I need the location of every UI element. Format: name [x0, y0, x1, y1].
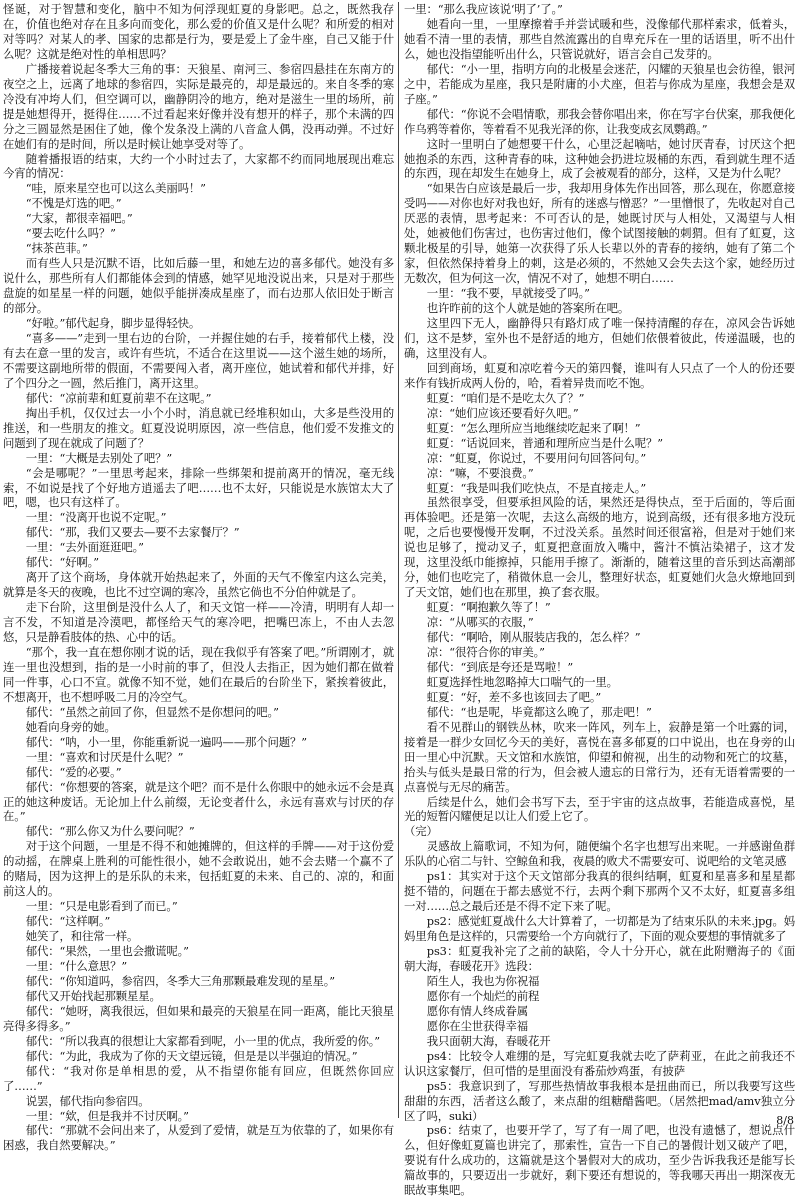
paragraph: 郁代：“你想要的答案，就是这个吧？而不是什么你眼中的她永远不会是真正的她这种废话。无论加上什么前缀，无论变者什么，永远有喜欢与讨厌的存在。”	[3, 779, 394, 824]
paragraph: 郁代：“她呀，离我很远，但如果和最亮的天狼星在同一距离，能比天狼星亮得多得多。”	[3, 1003, 394, 1033]
paragraph: “要去吃什么吗？”	[25, 226, 116, 241]
paragraph: 郁代：“呐，小一里，你能重新说一遍吗——那个问题？”	[25, 734, 307, 749]
paragraph: ps6：结束了，也要开学了，写了有一周了吧，也没有遗憾了，想说点什么，但好像虹夏篇也讲完了，那索性，宣告一下自己的暑假计划又破产了吧，要说有什么成功的，这篇就是这个暑假对大的成功，至少告诉我我还是能写长篇故事的，只要迈出一步就好，剩下要还有想说的，等我哪天再出一期深夜无眠故事集吧。	[404, 1123, 795, 1198]
paragraph: 郁代：“那么你又为什么要问呢？”	[25, 824, 195, 839]
paragraph: 凉：“她们应该还要看好久吧。”	[426, 405, 579, 420]
paragraph: 一里：“大概是去别处了吧？”	[25, 450, 173, 465]
paragraph: 陌生人，我也为你祝福	[426, 973, 540, 988]
paragraph: 郁代：“那就不会问出来了，从爱到了爱情，就是互为依靠的了，如果你有困惑，我自然要解决。”	[3, 1123, 394, 1153]
paragraph: 凉：“从哪买的衣服，”	[426, 615, 534, 630]
page-number: 8/8	[776, 1114, 794, 1127]
paragraph: 郁代：“你知道吗，参宿四，冬季大三角那颗最难发现的星星。”	[25, 973, 335, 988]
paragraph: 愿你在尘世获得幸福	[426, 1018, 528, 1033]
paragraph: 郁代：“虽然之前回了你，但显然不是你想问的吧。”	[25, 704, 279, 719]
paragraph: “会是哪呢？”一里思考起来，排除一些绑架和提前离开的情况，毫无线索，不如说是找了个好地方逍遥去了吧……也不太好，只能说是水族馆太大了吧，嗯，也只有这样了。	[3, 465, 394, 510]
paragraph: ps3：虹夏我补完了之前的缺陷，令人十分开心，就在此附赠海子的《面朝大海，春暖花开》选段：	[404, 944, 795, 973]
paragraph: 怪诞，对于智慧和变化，脑中不知为何浮现虹夏的身影吧。总之，既然我存在，价值也绝对存在且多向而变化，那么爱的价值又是什么呢？和所爱的相对对等吗？对某人的孝、国家的忠都是行为，要是爱上了金牛座，自己又能于什么呢？这就是绝对性的单相思吗？	[3, 2, 394, 61]
paragraph: 郁代：“为此，我成为了你的天文望远镜，但是是以半强迫的情况。”	[25, 1048, 358, 1063]
paragraph: 这里四下无人，幽静得只有路灯成了唯一保持清醒的存在，凉风会告诉她们，这不是梦，室外也不是舒适的地方，但她们依偎着彼此，传递温暖，也的确，这里没有人。	[404, 316, 795, 360]
paragraph: 这时一里明白了她想要干什么，心里泛起嘀咕，她讨厌青春，讨厌这个把她抱杀的东西，这种青春的味，这种她会扔进垃圾桶的东西，看到就生理不适的东西，现在却发生在她身上，成了会被观看的部分，这样，又是为什么呢？	[404, 136, 795, 181]
paragraph: 离开了这个商场，身体就开始热起来了，外面的天气不像室内这么完美，就算是冬天的夜晚，也比不过空调的寒冷，虽然它倘也不分伯仲就是了。	[3, 570, 394, 600]
paragraph: 对于这个问题，一里是不得不和她摊牌的，但这样的手牌——对于这份爱的动摇，在牌桌上胜利的可能性很小，她不会敢说出，她不会去赌一个赢不了的赌局，因为这押上的是乐队的未来，包括虹夏的未来、自己的、凉的，和面前这人的。	[3, 839, 394, 899]
paragraph: 愿你有一个灿烂的前程	[426, 988, 540, 1003]
paragraph: 虹夏：“好，差不多也该回去了吧。”	[426, 689, 602, 704]
paragraph: “那个，我一直在想你刚才说的话，现在我似乎有答案了吧。”所谓刚才，就连一里也没想到，指的是一小时前的事了，但没人去指正，因为她们都在做着同一件事，心口不宣。就像不知不觉，她们在最后的台阶坐下，紧挨着彼此，不想离开，也不想呼吸二月的冷空气。	[3, 644, 394, 704]
paragraph: 灵感故上篇歌词，不知为何，随便编个名字也想写出来呢。一并感谢鱼群乐队的心宿二与针、空鲸鱼和我，夜晨的败犬不需要安可、说吧给的文笔灵感	[404, 839, 795, 869]
paragraph: 随着播报语的结束，大约一个小时过去了，大家都不约而同地展现出难忘今宵的情况：	[3, 151, 394, 181]
paragraph: ps4：比较令人难绷的是，写完虹夏我就去吃了萨莉亚，在此之前我还不认识这家餐厅，但可惜的是里面没有番茄炒鸡蛋，有披萨	[404, 1048, 795, 1078]
paragraph: 凉：“虹夏，你说过，不要用问句回答问句。”	[426, 450, 647, 465]
paragraph: 郁代：“果然，一里也会撒谎呢。”	[25, 944, 189, 959]
paragraph: 虹夏：“咱们是不是吃太久了？”	[426, 390, 585, 405]
paragraph: 凉：“嘛，不要浪费。”	[426, 465, 534, 480]
paragraph: 郁代：“凉前辈和虹夏前辈不在这呢。”	[25, 390, 212, 405]
paragraph: 一里：“只是电影看到了而已。”	[25, 899, 178, 914]
paragraph: 虹夏：“怎么理所应当地继续吃起来了啊！”	[426, 420, 641, 435]
paragraph: 我只面朝大海，春暖花开	[426, 1033, 551, 1048]
paragraph: 郁代：“这样啊。”	[25, 914, 111, 929]
paragraph: “如果告白应该是最后一步，我却用身体先作出回答，那么现在，你愿意接受吗——对你也好对我也好，所有的迷惑与憎恶？”一里憎恨了，先收起对自己厌恶的表情，思考起来：不可否认的是，她既讨厌与人相处，又渴望与人相处，她被他们伤害过，也伤害过他们，像个试图接触的刺猬。但有了虹夏，这颗北极星的引导，她第一次获得了乐人长辈以外的青春的接纳，她有了第二个家，但依然保持着身上的刺，这是必须的，不然她又会失去这个家，她经历过无数次，但为何这一次，情况不对了，她想不明白……	[404, 181, 795, 286]
paragraph: 一里：“那么我应该说‘明了’了。”	[404, 2, 563, 16]
paragraph: 她看向一里，一里摩擦着手并尝试暖和些，没像郁代那样索求，低着头，她看不清一里的表情，那些自然流露出的自卑充斥在一里的话语里，听不出什么，她也没指望能听出什么，只管说就好，语言会自己发芽的。	[404, 16, 795, 61]
paragraph: 看不见群山的钢铁丛林，吹来一阵风，列车上，寂静是第一个吐露的词，接着是一群少女回忆今天的美好，喜悦在喜多郁夏的口中说出，也在身旁的山田一里心中沉默。天文馆和水族馆，仰望和俯视，出生的动物和死亡的坟墓，抬头与低头是最日常的行为，但会被人遗忘的日常行为，还有无语着需要的一点喜悦与无尽的痛苦。	[404, 719, 795, 794]
paragraph: 郁代：“到底是夸还是骂啦！”	[426, 659, 574, 674]
paragraph: 走下台阶，这里倒是没什么人了，和天文馆一样——冷清，明明有人却一言不发，不知道是冷漠吧，都怪给天气的寒冷吧，把嘴巴冻上，不由人去忽悠，只是静看肢体的热、心中的话。	[3, 600, 394, 645]
paragraph: 一里：“去外面逛逛吧。”	[25, 540, 144, 555]
paragraph: 虹夏：“啊抱歉久等了！”	[426, 600, 551, 615]
paragraph: 掏出手机，仅仅过去一小个小时，消息就已经堆积如山，大多是些没用的推送，和一些朋友的推文。虹夏没说明原因，凉一些信息，他们爱不发推文的问题到了现在就成了问题了？	[3, 405, 394, 450]
paragraph: 一里：“我不要，早就接受了吗。”	[426, 286, 590, 301]
paragraph: 她看向身旁的她。	[25, 719, 116, 734]
paragraph: ps2：感觉虹夏战什么大计算着了，一切都是为了结束乐队的未来.jpg。妈妈里角色是这样的，只需要给一个方向就行了，下面的观众要想的事情就多了	[404, 914, 795, 944]
paragraph: “不愧是灯选的吧。”	[25, 196, 122, 211]
paragraph: ps5：我意识到了，写那些热情故事我根本是扭曲而已，所以我要写这些甜甜的东西，活者这么酸了，来点甜的组糖醋酱吧。（居然把mad/amv独立分区了吗，suki）	[404, 1078, 795, 1123]
paragraph: 后续是什么，她们会书写下去，至于宇宙的这点故事，若能造成喜悦，星光的短暂闪耀便足以让人们爱上它了。	[404, 794, 795, 824]
paragraph: 一里：“欸，但是我并不讨厌啊。”	[25, 1108, 189, 1123]
paragraph: 郁代又开始找起那颗星星。	[25, 988, 161, 1003]
left-text-column	[3, 2, 399, 1153]
paragraph: “大家，都很幸福吧。”	[25, 211, 133, 226]
paragraph: 虹夏：“我是叫我们吃快点，不是直接走人。”	[426, 480, 647, 495]
paragraph: （完）	[404, 824, 438, 839]
paragraph: 一里：“没离开也说不定呢。”	[25, 510, 167, 525]
paragraph: “哇，原来星空也可以这么美丽吗！”	[25, 181, 206, 196]
paragraph: 广播接着说起冬季大三角的事：天狼星、南河三、参宿四悬挂在东南方的夜空之上，远离了地球的参宿四，实际是最亮的，却是最远的。来自冬季的寒冷没有冲垮人们，但空调可以，幽静阴冷的地方，绝对是滋生一里的场所，前提是她想得开，挺得住……不过看起来好像并没有想开的样子，那个未满的四分之三圆显然是困住了她，像个发条没上满的八音盒人偶，没再动弹。不过好在她们有的是时间，所以是时候让她享受对等了。	[3, 61, 394, 151]
paragraph: ps1：其实对于这个天文馆部分我真的很纠结啊，虹夏和星喜多和星星都挺不错的，问题在于都去感觉不行，去两个剩下那两个又不太好，虹夏喜多组一对……总之最后还是不得不定下来了呢。	[404, 869, 795, 914]
paragraph: “喜多——”走到一里右边的台阶，一并握住她的右手，接着郁代上楼，没有去在意一里的发言，或许有些坑，不适合在这里说——这个滋生她的场所，不需要这副地所带的假面，不需要闯入者，离开座位，她试着和郁代并排，好了个四分之一圆，然后推门，离开这里。	[3, 330, 394, 390]
paragraph: 愿你有情人终成眷属	[426, 1003, 528, 1018]
paragraph: 回到商场，虹夏和凉吃着今天的第四餐，谁叫有人只点了一个人的份还要来作有钱折成两人份的，哈，看着异贵而吃不饱。	[404, 360, 795, 390]
document-page	[3, 2, 795, 1198]
paragraph: 郁代：“啊哈，刚从服装店我的，怎么样？”	[426, 630, 641, 645]
paragraph: 郁代：“小一里，指明方向的北极星会迷茫，闪耀的天狼星也会彷徨，银河之中，若能成为星座，我只是附庸的小犬座，但若与你成为星座，我想会是双子座。”	[404, 61, 795, 106]
paragraph: “好啦。”郁代起身，脚步显得轻快。	[25, 316, 201, 331]
paragraph: 郁代：“所以我真的很想让大家都看到呢，小一里的优点，我所爱的你。”	[25, 1033, 380, 1048]
paragraph: 虽然很享受，但要承担风险的话，果然还是得快点，至于后面的，等后面再体验吧。还是第一次呢，去这么高级的地方，说到高级，还有很多地方没玩呢，之后也要慢慢开发啊，不过没关系。虽然时间还很富裕，但是对于她们来说也足够了，搅动叉子，虹夏把意面放入嘴中，酱汁不慎沾染裙子，这才发现，这里没纸巾能擦掉，只能用手擦了。渐渐的，随着这里的音乐到达高潮部分，她们也吃完了，稍微休息一会儿，整理好状态，虹夏她们火急火燎地回到了天文馆，她们也在那里，换了套衣服。	[404, 495, 795, 600]
paragraph: 虹夏：“话说回来，普通和理所应当是什么呢？”	[426, 435, 663, 450]
paragraph: 而有些人只是沉默不语，比如后藤一里，和她左边的喜多郁代。她没有多说什么，那些所有人们都能体会到的情感，她罕见地没说出来，只是对于那些盘旋的如星星一样的问题，她似乎能拼凑成星座了，而右边那人依旧处于断言的部分。	[3, 256, 394, 316]
paragraph: 郁代：“那，我们又要去—要不去家餐厅？”	[25, 525, 240, 540]
paragraph: “抹茶芭菲。”	[25, 241, 88, 256]
paragraph: 郁代：“我对你是单相思的爱，从不指望你能有回应，但既然你回应了……”	[3, 1063, 394, 1093]
paragraph: 说罢，郁代指向参宿四。	[25, 1093, 150, 1108]
paragraph: 她笑了，和往常一样。	[25, 929, 139, 944]
paragraph: 一里：“什么意思？”	[25, 959, 128, 973]
paragraph: 凉：“很符合你的审美。”	[426, 644, 545, 659]
paragraph: 郁代：“也是呢，毕竟都这么晚了，那走吧！”	[426, 704, 652, 719]
paragraph: 虹夏选择性地忽略掉大口喘气的一里。	[426, 674, 618, 689]
paragraph: 郁代：“好啊。”	[25, 555, 99, 570]
paragraph: 也许昨前的这个人就是她的答案所在吧。	[426, 301, 630, 316]
paragraph: 郁代：“你说不会唱情歌，那我会替你唱出来，你在写字台伏案，那我便化作乌鸦等着你，等着看不见我光泽的你，让我变成玄凤鹦鹉。”	[404, 106, 795, 136]
paragraph: 郁代：“爱的必要。”	[25, 764, 122, 779]
paragraph: 一里：“喜欢和讨厌是什么呢？”	[25, 749, 184, 764]
